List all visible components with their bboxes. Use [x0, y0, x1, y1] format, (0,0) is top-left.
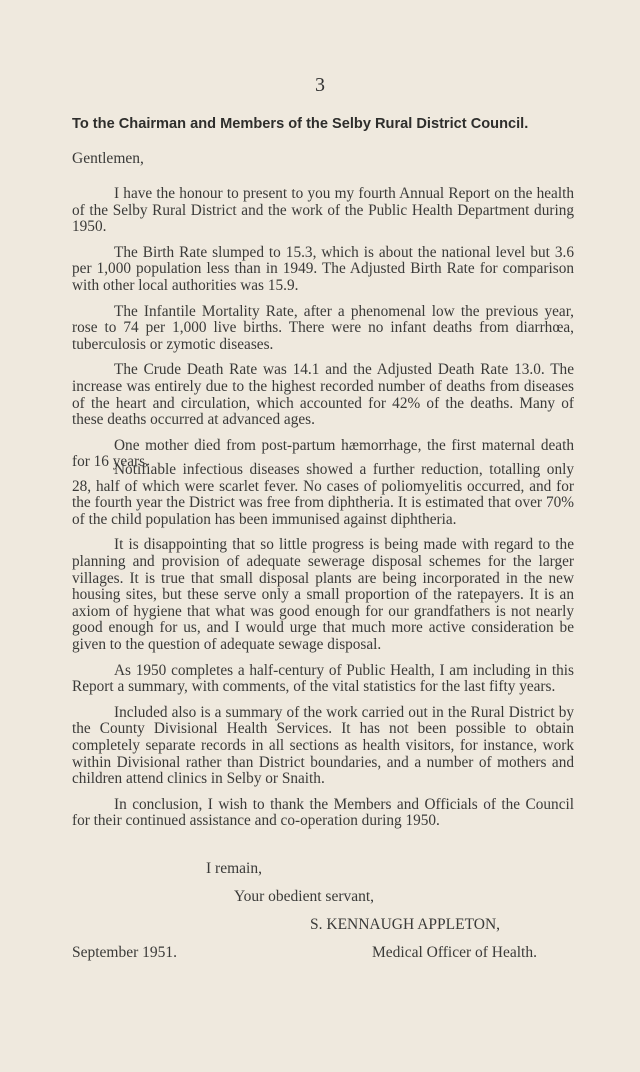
paragraph-intro: I have the honour to present to you my fourth Annual Report on the health of the Selby Rural District and the work of the Public Health Department during 1950.: [72, 185, 574, 236]
letter-heading: To the Chairman and Members of the Selby Rural District Council.: [72, 116, 529, 132]
paragraph-death-rate: The Crude Death Rate was 14.1 and the Adjusted Death Rate 13.0. The increase was entirely due to the highest recorded number of deaths from diseases of the heart and circulation, which accounted for 42% of the deaths. Many of these deaths occurred at advanced ages.: [72, 361, 574, 429]
signatory-name: S. KENNAUGH APPLETON,: [310, 916, 501, 933]
closing-servant: Your obedient servant,: [234, 888, 375, 905]
page-number: 3: [315, 74, 325, 96]
paragraph-half-century: As 1950 completes a half-century of Public Health, I am including in this Report a summary, with comments, of the vital statistics for the last fifty years.: [72, 661, 574, 696]
body-text-lower: [72, 462, 574, 839]
paragraph-infectious-diseases: Notifiable infectious diseases showed a further reduction, totalling only 28, half of which were scarlet fever. No cases of poliomyelitis occurred, and for the fourth year the District was free from diphtheria. It is estimated that over 70% of the child population has been immunised against diphtheria.: [72, 461, 574, 528]
salutation: Gentlemen,: [72, 150, 144, 167]
paragraph-maternal-death: One mother died from post-partum hæmorrhage, the first maternal death for 16 years.: [72, 436, 574, 471]
signatory-title: Medical Officer of Health.: [372, 944, 537, 961]
paragraph-divisional-services: Included also is a summary of the work carried out in the Rural District by the County Divisional Health Services. It has not been possible to obtain completely separate records in all sections as health visitors, for instance, work within Divisional rather than District boundaries, and a number of mothers and children attend clinics in Selby or Snaith.: [72, 703, 574, 788]
paragraph-sewerage: It is disappointing that so little progress is being made with regard to the planning and provision of adequate sewerage disposal schemes for the larger villages. It is true that small disposal plants are being incorporated in the new housing sites, but these serve only a small proportion of the ratepayers. It is an axiom of hygiene that what was good enough for our grandfathers is not nearly good enough for us, and I would urge that much more active consideration be given to the question of adequate sewage disposal.: [72, 536, 574, 653]
letter-date: September 1951.: [72, 944, 178, 961]
paragraph-infant-mortality: The Infantile Mortality Rate, after a phenomenal low the previous year, rose to 74 per 1,000 live births. There were no infant deaths from diarrhœa, tuberculosis or zymotic diseases.: [72, 302, 574, 353]
paragraph-conclusion: In conclusion, I wish to thank the Members and Officials of the Council for their continued assistance and co-operation during 1950.: [72, 795, 574, 830]
closing-remain: I remain,: [206, 860, 262, 877]
paragraph-birth-rate: The Birth Rate slumped to 15.3, which is about the national level but 3.6 per 1,000 population less than in 1949. The Adjusted Birth Rate for comparison with other local authorities was 15.9.: [72, 243, 574, 294]
body-text-upper: [72, 186, 574, 480]
